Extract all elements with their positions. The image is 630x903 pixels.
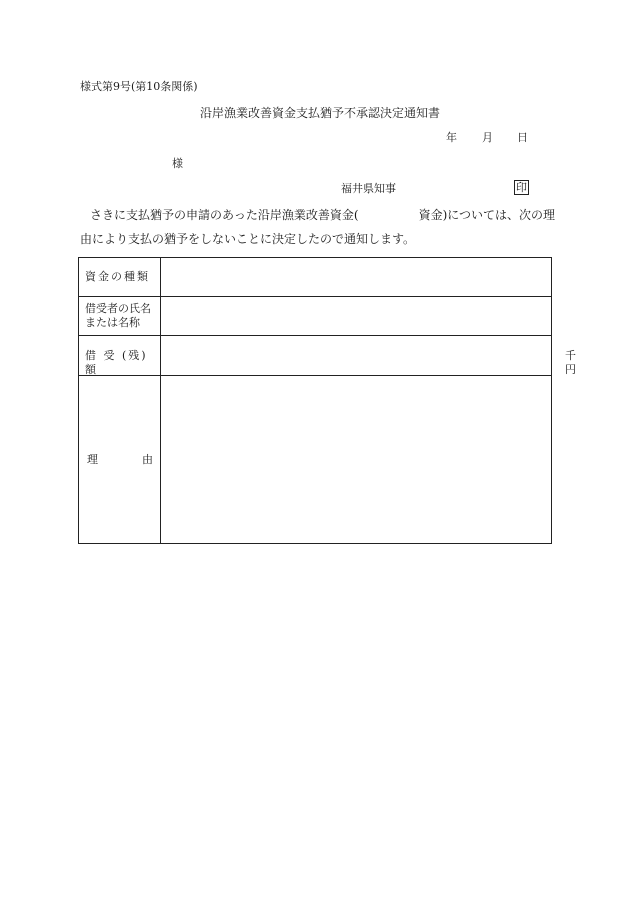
body-text-line-1: さきに支払猶予の申請のあった沿岸漁業改善資金( 資金)については、次の理 xyxy=(90,208,556,222)
amount-unit: 千円 xyxy=(565,349,576,376)
info-table xyxy=(78,257,576,544)
seal-mark: 印 xyxy=(516,181,527,194)
fund-type-label: 資金の種類 xyxy=(85,270,150,283)
amount-value-cell xyxy=(161,336,576,376)
table-row-amount xyxy=(79,336,576,376)
date-day-label: 日 xyxy=(517,131,528,144)
amount-label-cell xyxy=(79,336,161,375)
fund-type-value-cell xyxy=(161,258,551,296)
borrower-label-line-2: または名称 xyxy=(85,316,140,329)
date-month-label: 月 xyxy=(482,131,493,144)
borrower-label-line-1: 借受者の氏名 xyxy=(85,302,151,315)
date-year-label: 年 xyxy=(446,131,457,144)
table-row-fund-type xyxy=(79,258,551,297)
amount-label: 借 受 (残) 額 xyxy=(85,349,148,376)
borrower-label-cell xyxy=(79,297,161,335)
table-row-borrower xyxy=(79,297,551,336)
document-title: 沿岸漁業改善資金支払猶予不承認決定通知書 xyxy=(200,106,441,120)
issuer-name: 福井県知事 xyxy=(341,182,396,195)
reason-value-cell xyxy=(161,376,551,543)
table-row-reason xyxy=(79,376,551,543)
reason-label-part-2: 由 xyxy=(142,453,153,466)
fund-type-label-cell xyxy=(79,258,161,296)
addressee-honorific: 様 xyxy=(172,157,183,170)
form-number: 様式第9号(第10条関係) xyxy=(80,80,198,93)
reason-label-part-1: 理 xyxy=(87,453,98,466)
borrower-value-cell xyxy=(161,297,551,335)
body-text-line-2: 由により支払の猶予をしないことに決定したので通知します。 xyxy=(80,232,416,246)
reason-label-cell xyxy=(79,376,161,543)
